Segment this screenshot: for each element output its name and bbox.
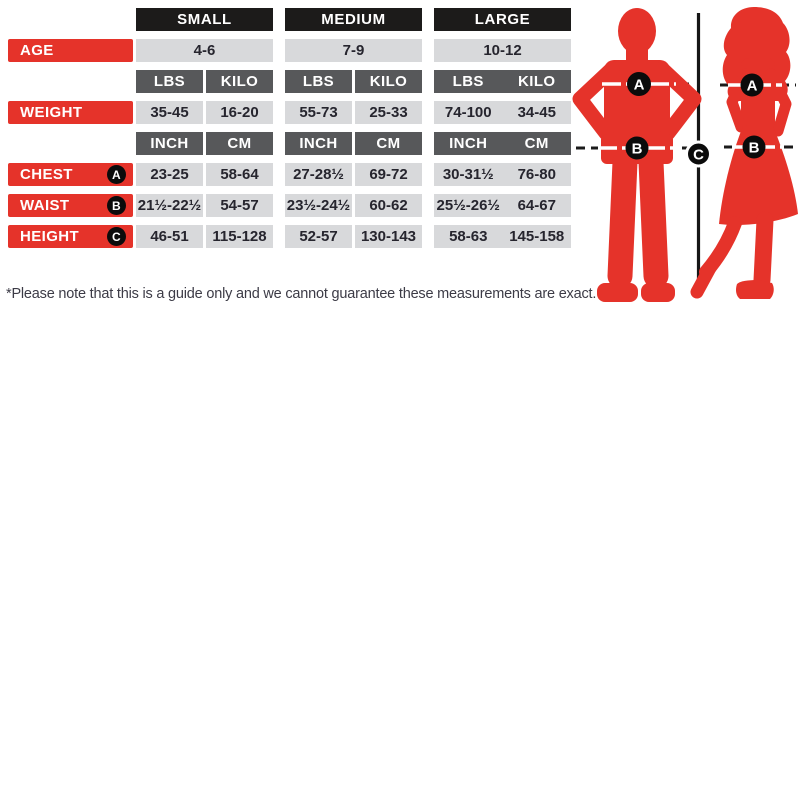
girl-straight-leg	[762, 220, 765, 280]
weight-small-kilo: 16-20	[206, 101, 273, 124]
height-label-text: HEIGHT	[20, 228, 80, 245]
girl-waist-marker-letter: B	[748, 139, 760, 157]
size-chart-table	[8, 8, 571, 248]
boy-waist-marker-letter: B	[631, 140, 643, 158]
weight-units-medium	[285, 70, 422, 93]
waist-label-text: WAIST	[20, 197, 70, 214]
unit-lbs: LBS	[452, 73, 484, 90]
row-label-age	[8, 39, 133, 62]
age-small: 4-6	[136, 39, 273, 62]
waist-large-cm: 64-67	[517, 197, 556, 214]
disclaimer-footnote: *Please note that this is a guide only and we cannot guarantee these measurements are exact.	[6, 286, 597, 302]
unit-kilo: KILO	[206, 70, 273, 93]
length-units-large	[434, 132, 571, 155]
waist-small-inch: 21½-22½	[136, 194, 203, 217]
age-large: 10-12	[434, 39, 571, 62]
unit-lbs: LBS	[285, 70, 352, 93]
height-large-inch: 58-63	[449, 228, 488, 245]
weight-medium-lbs: 55-73	[285, 101, 352, 124]
age-label-text: AGE	[20, 42, 54, 59]
weight-large	[434, 101, 571, 124]
height-marker-badge: C	[107, 227, 126, 246]
row-label-weight	[8, 101, 133, 124]
height-medium-cm: 130-143	[355, 225, 422, 248]
length-units-medium	[285, 132, 422, 155]
girl-straight-foot	[736, 280, 774, 299]
height-medium	[285, 225, 422, 248]
chest-small-cm: 58-64	[206, 163, 273, 186]
boy-chest-marker-letter: A	[633, 76, 645, 94]
height-small-cm: 115-128	[206, 225, 273, 248]
chest-medium-inch: 27-28½	[285, 163, 352, 186]
unit-inch: INCH	[285, 132, 352, 155]
weight-small-lbs: 35-45	[136, 101, 203, 124]
weight-label-text: WEIGHT	[20, 104, 83, 121]
waist-medium	[285, 194, 422, 217]
unit-inch: INCH	[136, 132, 203, 155]
weight-small	[136, 101, 273, 124]
chest-small	[136, 163, 273, 186]
height-small	[136, 225, 273, 248]
age-medium: 7-9	[285, 39, 422, 62]
weight-large-kilo: 34-45	[517, 104, 556, 121]
height-large-cm: 145-158	[509, 228, 565, 245]
chest-large-inch: 30-31½	[442, 166, 494, 183]
waist-medium-inch: 23½-24½	[285, 194, 352, 217]
waist-large	[434, 194, 571, 217]
weight-medium	[285, 101, 422, 124]
weight-medium-kilo: 25-33	[355, 101, 422, 124]
weight-units-small	[136, 70, 273, 93]
waist-marker-badge: B	[107, 196, 126, 215]
weight-large-lbs: 74-100	[444, 104, 492, 121]
chest-marker-badge: A	[107, 165, 126, 184]
length-units-small	[136, 132, 273, 155]
column-header-small: SMALL	[136, 8, 273, 31]
girl-chest-marker-letter: A	[746, 77, 758, 95]
chest-medium	[285, 163, 422, 186]
row-label-waist	[8, 194, 133, 217]
boy-left-leg	[620, 162, 625, 276]
weight-units-large	[434, 70, 571, 93]
unit-cm: CM	[524, 135, 549, 152]
waist-small-cm: 54-57	[206, 194, 273, 217]
chest-large	[434, 163, 571, 186]
row-label-chest	[8, 163, 133, 186]
waist-medium-cm: 60-62	[355, 194, 422, 217]
measurement-figures	[560, 0, 800, 310]
row-label-height	[8, 225, 133, 248]
unit-cm: CM	[355, 132, 422, 155]
height-marker-letter: C	[693, 146, 704, 164]
unit-lbs: LBS	[136, 70, 203, 93]
unit-kilo: KILO	[518, 73, 556, 90]
unit-kilo: KILO	[355, 70, 422, 93]
unit-inch: INCH	[449, 135, 488, 152]
boy-right-leg	[651, 162, 656, 276]
height-large	[434, 225, 571, 248]
waist-large-inch: 25½-26½	[436, 197, 500, 214]
waist-small	[136, 194, 273, 217]
chest-small-inch: 23-25	[136, 163, 203, 186]
column-header-large: LARGE	[434, 8, 571, 31]
height-small-inch: 46-51	[136, 225, 203, 248]
chest-large-cm: 76-80	[517, 166, 556, 183]
boy-right-foot	[641, 283, 675, 302]
boy-left-foot	[597, 283, 638, 302]
chest-label-text: CHEST	[20, 166, 73, 183]
chest-medium-cm: 69-72	[355, 163, 422, 186]
height-medium-inch: 52-57	[285, 225, 352, 248]
column-header-medium: MEDIUM	[285, 8, 422, 31]
unit-cm: CM	[206, 132, 273, 155]
